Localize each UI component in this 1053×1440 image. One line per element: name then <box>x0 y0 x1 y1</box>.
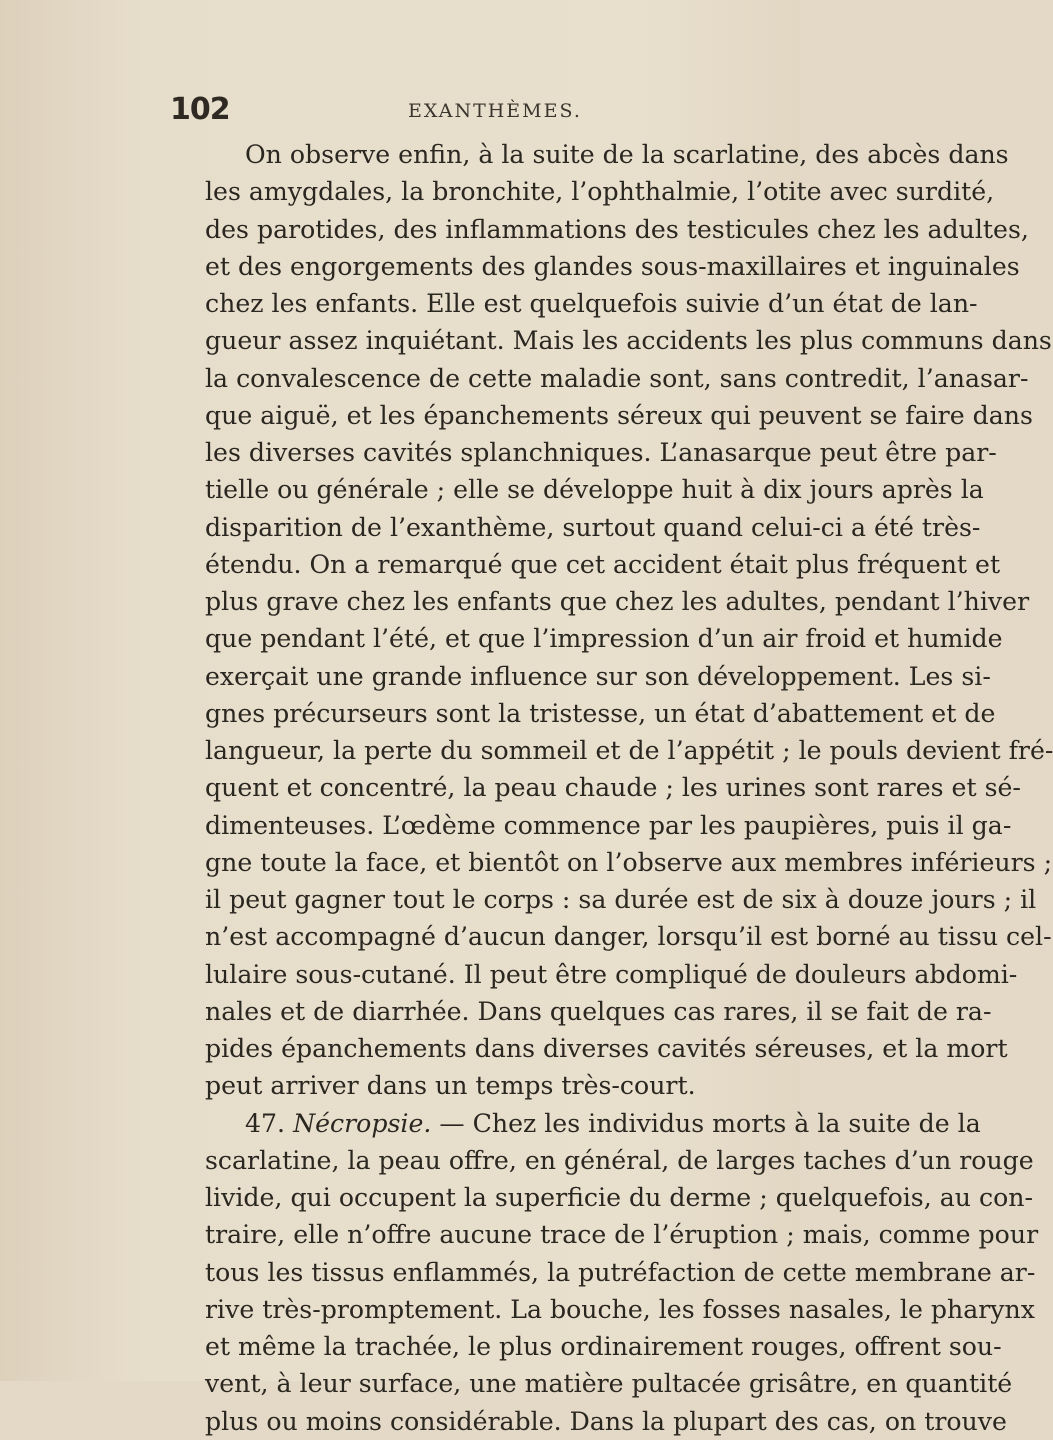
text-line: vent, à leur surface, une matière pultacée grisâtre, en quantité <box>205 1369 1013 1399</box>
text-line: nales et de diarrhée. Dans quelques cas rares, il se fait de ra- <box>205 996 992 1026</box>
text-line: les diverses cavités splanchniques. L’anasarque peut être par- <box>205 438 997 467</box>
text-line: traire, elle n’offre aucune trace de l’éruption ; mais, comme pour <box>205 1220 1039 1250</box>
text-line: la convalescence de cette maladie sont, sans contredit, l’anasar- <box>205 363 1029 393</box>
text-line: que pendant l’été, et que l’impression d’un air froid et humide <box>205 624 1003 654</box>
text-line-rest: — Chez les individus morts à la suite de la <box>439 1108 981 1138</box>
body-text <box>205 136 1053 1440</box>
text-line: lulaire sous-cutané. Il peut être compliqué de douleurs abdomi- <box>205 959 1018 989</box>
text-line <box>205 1105 981 1142</box>
paragraph-convalescence <box>205 136 1053 1105</box>
text-line: gnes précurseurs sont la tristesse, un état d’abattement et de <box>205 698 996 728</box>
text-line: plus grave chez les enfants que chez les adultes, pendant l’hiver <box>205 587 1030 616</box>
text-line: scarlatine, la peau offre, en général, de larges taches d’un rouge <box>205 1145 1034 1175</box>
text-line: n’est accompagné d’aucun danger, lorsqu’il est borné au tissu cel- <box>205 922 1052 952</box>
section-heading: Nécropsie. <box>293 1108 432 1138</box>
text-line: que aiguë, et les épanchements séreux qui peuvent se faire dans <box>205 400 1033 430</box>
paragraph-necropsie <box>205 1105 1039 1440</box>
text-line: et même la trachée, le plus ordinairement rouges, offrent sou- <box>205 1332 1002 1361</box>
text-line: peut arriver dans un temps très-court. <box>205 1071 696 1101</box>
text-line: pides épanchements dans diverses cavités séreuses, et la mort <box>205 1034 1008 1063</box>
text-line: dimenteuses. L’œdème commence par les paupières, puis il ga- <box>205 810 1012 840</box>
text-line: gne toute la face, et bientôt on l’observe aux membres inférieurs ; <box>205 847 1053 877</box>
text-line: rive très-promptement. La bouche, les fosses nasales, le pharynx <box>205 1294 1035 1324</box>
text-line: et des engorgements des glandes sous-maxillaires et inguinales <box>205 251 1020 281</box>
text-line: livide, qui occupent la superficie du derme ; quelquefois, au con- <box>205 1183 1033 1212</box>
text-line: disparition de l’exanthème, surtout quand celui-ci a été très- <box>205 512 981 542</box>
text-line: langueur, la perte du sommeil et de l’appétit ; le pouls devient fré- <box>205 736 1053 765</box>
page-number: 102 <box>170 92 230 127</box>
running-title: EXANTHÈMES. <box>408 100 582 122</box>
text-line: exerçait une grande influence sur son développement. Les si- <box>205 661 991 691</box>
page-header <box>170 92 730 128</box>
text-line: tous les tissus enflammés, la putréfaction de cette membrane ar- <box>205 1257 1036 1287</box>
text-line: quent et concentré, la peau chaude ; les urines sont rares et sé- <box>205 773 1021 803</box>
text-line: chez les enfants. Elle est quelquefois suivie d’un état de lan- <box>205 289 978 318</box>
text-line: gueur assez inquiétant. Mais les accidents les plus communs dans <box>205 326 1052 356</box>
text-line: On observe enfin, à la suite de la scarlatine, des abcès dans <box>245 140 1009 169</box>
text-line: étendu. On a remarqué que cet accident était plus fréquent et <box>205 549 1001 579</box>
text-line: les amygdales, la bronchite, l’ophthalmie, l’otite avec surdité, <box>205 177 995 207</box>
text-line: tielle ou générale ; elle se développe huit à dix jours après la <box>205 475 984 505</box>
text-line: des parotides, des inflammations des testicules chez les adultes, <box>205 214 1029 244</box>
section-number: 47. <box>245 1108 286 1138</box>
text-line: il peut gagner tout le corps : sa durée est de six à douze jours ; il <box>205 885 1037 914</box>
text-line: plus ou moins considérable. Dans la plupart des cas, on trouve <box>205 1406 1007 1436</box>
